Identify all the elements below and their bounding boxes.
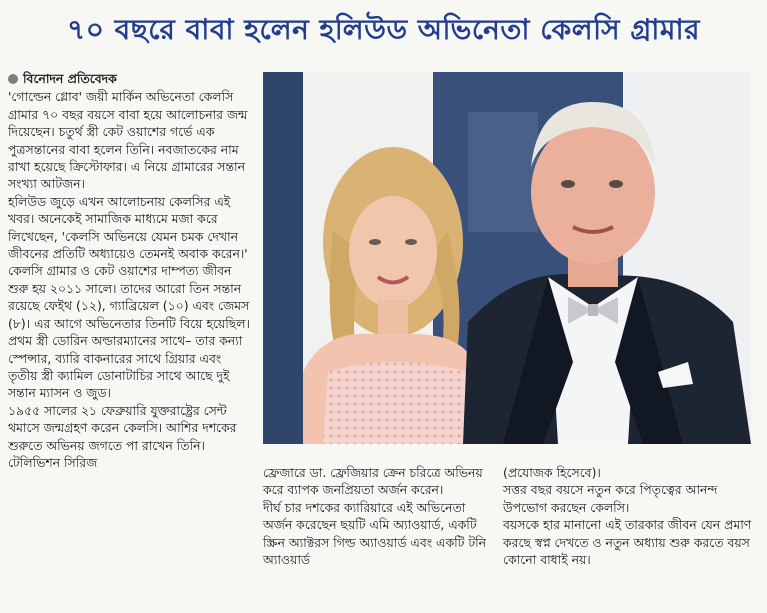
paragraph: বয়সকে হার মানানো এই তারকার জীবন যেন প্রমাণ করছে স্বপ্ন দেখতে ও নতুন অধ্যায় শুরু করতে বয়স কোনো বাধাই নয়। bbox=[503, 517, 752, 568]
paragraph: দীর্ঘ চার দশকের ক্যারিয়ারে এই অভিনেতা অর্জন করেছেন ছয়টি এমি অ্যাওয়ার্ড, একটি স্ক্রিন অ্যাক্টরস গিল্ড অ্যাওয়ার্ড এবং একটি টনি অ্যাওয়ার্ড bbox=[263, 499, 487, 568]
paragraph: সত্তর বছর বয়সে নতুন করে পিতৃত্বের আনন্দ উপভোগ করছেন কেলসি। bbox=[503, 482, 718, 515]
article-column-2 bbox=[263, 464, 493, 568]
paragraph: (প্রযোজক হিসেবে)। bbox=[503, 465, 601, 480]
paragraph: হলিউড জুড়ে এখন আলোচনায় কেলসির এই খবর। অনেকেই সামাজিক মাধ্যমে মজা করে লিখেছেন, 'কেলসি অভিনয়ে যেমন চমক দেখান জীবনের প্রতিটি অধ্যায়েও তেমনই অবাক করেন।' bbox=[8, 193, 248, 262]
article-headline: ৭০ বছরে বাবা হলেন হলিউড অভিনেতা কেলসি গ্রামার bbox=[67, 12, 700, 46]
byline bbox=[8, 70, 254, 87]
article-photo bbox=[263, 72, 751, 444]
byline-bullet-icon bbox=[8, 74, 18, 84]
paragraph: কেলসি গ্রামার ও কেট ওয়াশের দাম্পত্য জীবন শুরু হয় ২০১১ সালে। তাদের আরো তিন সন্তান রয়েছে ফেইথ (১২), গ্যাব্রিয়েল (১০) এবং জেমস (৮)। এর আগে অভিনেতার তিনটি বিয়ে হয়েছিল। প্রথম স্ত্রী ডোরিন অল্ডারম্যানের সাথে– তার কন্যা স্পেন্সার, ব্যারি বাকনারের সাথে গ্রিয়ার এবং তৃতীয় স্ত্রী ক্যামিল ডোনাটাচির সাথে আছে দুই সন্তান ম্যাসন ও জুড। bbox=[8, 263, 250, 401]
article-column-1 bbox=[8, 70, 254, 471]
byline-text: বিনোদন প্রতিবেদক bbox=[23, 71, 117, 86]
paragraph: ১৯৫৫ সালের ২১ ফেব্রুয়ারি যুক্তরাষ্ট্রের সেন্ট থমাসে জন্মগ্রহণ করেন কেলসি। আশির দশকের শুরুতে অভিনয় জগতে পা রাখেন তিনি। টেলিভিশন সিরিজ bbox=[8, 402, 237, 470]
article-column-3 bbox=[503, 464, 753, 568]
paragraph: 'গোল্ডেন গ্লোব' জয়ী মার্কিন অভিনেতা কেলসি গ্রামার ৭০ বছর বয়সে বাবা হয়ে আলোচনার জন্ম দিয়েছেন। চতুর্থ স্ত্রী কেট ওয়াশের গর্ভে এক পুত্রসন্তানের বাবা হলেন তিনি। নবজাতকের নাম রাখা হয়েছে ক্রিস্টোফার। এ নিয়ে গ্রামারের সন্তান সংখ্যা আটজন। bbox=[8, 89, 248, 192]
paragraph: ফ্রেজারে ডা. ফ্রেজিয়ার ক্রেন চরিত্রে অভিনয় করে ব্যাপক জনপ্রিয়তা অর্জন করেন। bbox=[263, 465, 483, 498]
